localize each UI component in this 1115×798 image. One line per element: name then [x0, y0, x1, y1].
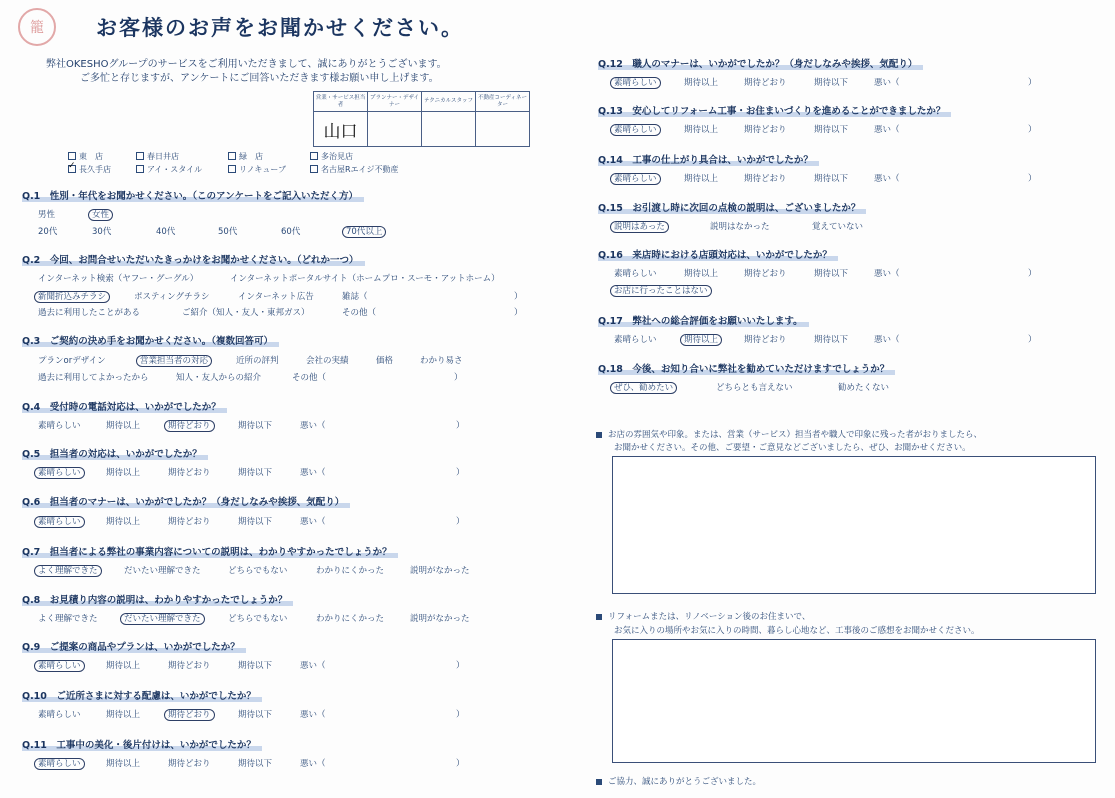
option[interactable]: 期待以上: [106, 468, 141, 478]
staff-col-realestate: 不動産コーディネーター: [476, 92, 530, 112]
option[interactable]: 期待以下: [814, 78, 849, 88]
staff-value-technical[interactable]: [422, 112, 476, 147]
comment-prompt-2b: お気に入りの場所やお気に入りの時間、暮らし心地など、工事後のご感想をお聞かせください。: [614, 626, 980, 636]
option[interactable]: 説明がなかった: [410, 566, 470, 576]
thanks-text: ご協力、誠にありがとうございました。: [596, 775, 761, 787]
option[interactable]: 期待どおり: [168, 759, 211, 769]
option[interactable]: その他（: [342, 308, 377, 318]
option[interactable]: 素晴らしい: [38, 421, 81, 431]
option[interactable]: 説明がなかった: [410, 614, 470, 624]
option-selected[interactable]: 70代以上: [346, 225, 386, 237]
option[interactable]: 期待以下: [238, 759, 273, 769]
option[interactable]: わかりにくかった: [316, 566, 385, 576]
option[interactable]: どちらでもない: [228, 566, 288, 576]
staff-col-technical: テクニカルスタッフ: [422, 92, 476, 112]
question-8: Q.8 お見積り内容の説明は、わかりやすかったでしょうか？: [22, 592, 293, 606]
comment-box-1[interactable]: [612, 456, 1096, 594]
option[interactable]: 期待以上: [684, 125, 719, 135]
question-14: Q.14 工事の仕上がり具合は、いかがでしたか？: [598, 152, 819, 166]
option-selected[interactable]: 素晴らしい: [614, 76, 661, 88]
option[interactable]: どちらでもない: [228, 614, 288, 624]
paren-close: ）: [456, 710, 465, 720]
checkbox[interactable]: [228, 165, 236, 173]
option[interactable]: 期待以上: [106, 710, 141, 720]
question-16: Q.16 来店時における店頭対応は、いかがでしたか？: [598, 247, 838, 261]
option[interactable]: 悪い（: [874, 125, 900, 135]
store-item-higashi[interactable]: 東 店: [68, 151, 103, 162]
intro-line-1: 弊社OKESHOグループのサービスをご利用いただきまして、誠にありがとうございます。: [46, 59, 447, 70]
question-1: Q.1 性別・年代をお聞かせください。（このアンケートをご記入いただく方）: [22, 188, 364, 202]
page-title: お客様のお声をお聞かせください。: [96, 16, 464, 40]
store-item-nagakute[interactable]: ✓長久手店: [68, 164, 111, 175]
paren-close: ）: [514, 308, 523, 318]
option[interactable]: 過去に利用したことがある: [38, 308, 141, 318]
option[interactable]: 説明はなかった: [710, 222, 770, 232]
option[interactable]: 40代: [156, 227, 176, 237]
option[interactable]: 期待以下: [814, 125, 849, 135]
comment-prompt-1: お店の雰囲気や印象。または、営業（サービス）担当者や職人で印象に残った者がおりましたら、: [596, 428, 982, 440]
option[interactable]: 30代: [92, 227, 112, 237]
option[interactable]: 期待以下: [238, 421, 273, 431]
option[interactable]: 期待以下: [238, 661, 273, 671]
question-18: Q.18 今後、お知り合いに弊社を勧めていただけますでしょうか？: [598, 361, 895, 375]
staff-value-sales[interactable]: 山口: [314, 112, 368, 147]
option[interactable]: 期待どおり: [744, 269, 787, 279]
option[interactable]: 期待どおり: [744, 174, 787, 184]
option[interactable]: 期待以下: [814, 335, 849, 345]
paren-close: ）: [514, 292, 523, 302]
option[interactable]: 期待以下: [238, 710, 273, 720]
option[interactable]: 期待どおり: [744, 125, 787, 135]
store-item-renocube[interactable]: リノキューブ: [228, 164, 286, 175]
option-selected[interactable]: 素晴らしい: [38, 466, 85, 478]
staff-value-planner[interactable]: [368, 112, 422, 147]
option[interactable]: わかり易さ: [420, 356, 463, 366]
option[interactable]: 過去に利用してよかったから: [38, 373, 149, 383]
option[interactable]: 期待以上: [106, 759, 141, 769]
option[interactable]: 期待どおり: [744, 78, 787, 88]
option[interactable]: プランorデザイン: [38, 356, 106, 366]
comment-prompt-2: リフォームまたは、リノベーション後のお住まいで、: [596, 610, 810, 622]
option-selected[interactable]: 説明はあった: [614, 220, 669, 232]
checkbox[interactable]: [228, 152, 236, 160]
square-bullet-icon: [596, 779, 602, 785]
option[interactable]: 期待以下: [814, 269, 849, 279]
option-selected[interactable]: ぜひ、勧めたい: [614, 381, 677, 393]
checkbox[interactable]: [310, 152, 318, 160]
option[interactable]: 価格: [376, 356, 394, 366]
paren-close: ）: [1028, 335, 1037, 345]
option[interactable]: 期待以下: [814, 174, 849, 184]
option[interactable]: どちらとも言えない: [716, 383, 793, 393]
option[interactable]: 知人・友人からの紹介: [176, 373, 262, 383]
question-12: Q.12 職人のマナーは、いかがでしたか？（身だしなみや挨拶、気配り）: [598, 56, 923, 70]
option-selected[interactable]: 素晴らしい: [38, 659, 85, 671]
option[interactable]: 悪い（: [874, 269, 900, 279]
store-item-kasugai[interactable]: 春日井店: [136, 151, 179, 162]
paren-close: ）: [1028, 269, 1037, 279]
option-selected[interactable]: 期待どおり: [168, 419, 215, 431]
seal-stamp: 籠: [18, 8, 56, 46]
question-15: Q.15 お引渡し時に次回の点検の説明は、ございましたか？: [598, 200, 866, 214]
option[interactable]: ご紹介（知人・友人・東邦ガス）: [182, 308, 310, 318]
option[interactable]: わかりにくかった: [316, 614, 385, 624]
option[interactable]: 期待どおり: [168, 661, 211, 671]
checkbox[interactable]: [310, 165, 318, 173]
checkbox[interactable]: [136, 152, 144, 160]
option[interactable]: 期待以上: [684, 78, 719, 88]
paren-close: ）: [456, 517, 465, 527]
checkbox[interactable]: [136, 165, 144, 173]
option[interactable]: インターネット検索（ヤフー・グーグル）: [38, 274, 199, 284]
store-item-tajimi[interactable]: 多治見店: [310, 151, 353, 162]
option-selected[interactable]: 素晴らしい: [614, 123, 661, 135]
option-selected[interactable]: 期待以上: [684, 333, 722, 345]
paren-close: ）: [454, 373, 463, 383]
staff-table: [313, 91, 530, 147]
option[interactable]: 50代: [218, 227, 238, 237]
option[interactable]: 60代: [281, 227, 301, 237]
option[interactable]: だいたい理解できた: [124, 566, 201, 576]
paren-close: ）: [1028, 174, 1037, 184]
option[interactable]: 悪い（: [300, 661, 326, 671]
option[interactable]: 勧めたくない: [838, 383, 890, 393]
option[interactable]: 期待以上: [106, 661, 141, 671]
option[interactable]: 20代: [38, 227, 58, 237]
option-selected[interactable]: 女性: [92, 208, 113, 220]
option[interactable]: 素晴らしい: [614, 269, 657, 279]
store-item-istyle[interactable]: アイ・スタイル: [136, 164, 202, 175]
option[interactable]: 近所の評判: [236, 356, 279, 366]
option[interactable]: 期待以上: [106, 421, 141, 431]
intro-line-2: ご多忙と存じますが、アンケートにご回答いただきます様お願い申し上げます。: [80, 73, 439, 84]
comment-prompt-1b: お聞かせください。その他、ご要望・ご意見などございましたら、ぜひ、お聞かせください。: [614, 443, 971, 453]
option-selected[interactable]: 新聞折込みチラシ: [38, 290, 110, 302]
option[interactable]: 素晴らしい: [614, 335, 657, 345]
question-11: Q.11 工事中の美化・後片付けは、いかがでしたか？: [22, 737, 262, 751]
option[interactable]: 悪い（: [300, 759, 326, 769]
question-13: Q.13 安心してリフォーム工事・お住まいづくりを進めることができましたか？: [598, 103, 951, 117]
checkbox[interactable]: [68, 152, 76, 160]
option[interactable]: 悪い（: [874, 335, 900, 345]
option-selected[interactable]: お店に行ったことはない: [614, 284, 712, 296]
paren-close: ）: [456, 468, 465, 478]
square-bullet-icon: [596, 614, 602, 620]
option[interactable]: 素晴らしい: [38, 710, 81, 720]
option[interactable]: 悪い（: [874, 174, 900, 184]
option[interactable]: 期待以下: [238, 468, 273, 478]
comment-box-2[interactable]: [612, 639, 1096, 763]
paren-close: ）: [456, 759, 465, 769]
option-selected[interactable]: よく理解できた: [38, 564, 102, 576]
question-3: Q.3 ご契約の決め手をお聞かせください。（複数回答可）: [22, 333, 279, 347]
question-10: Q.10 ご近所さまに対する配慮は、いかがでしたか？: [22, 688, 262, 702]
paren-close: ）: [1028, 78, 1037, 88]
question-17: Q.17 弊社への総合評価をお願いいたします。: [598, 313, 809, 327]
option[interactable]: 期待どおり: [168, 468, 211, 478]
option[interactable]: 期待どおり: [168, 517, 211, 527]
option[interactable]: 期待以上: [684, 174, 719, 184]
option[interactable]: その他（: [292, 373, 327, 383]
question-9: Q.9 ご提案の商品やプランは、いかがでしたか？: [22, 639, 246, 653]
option-selected[interactable]: 期待どおり: [168, 708, 215, 720]
option-selected[interactable]: 素晴らしい: [614, 172, 661, 184]
option[interactable]: 期待以上: [684, 269, 719, 279]
question-5: Q.5 担当者の対応は、いかがでしたか？: [22, 446, 208, 460]
question-7: Q.7 担当者による弊社の事業内容についての説明は、わかりやすかったでしょうか？: [22, 544, 398, 558]
option[interactable]: 期待以下: [238, 517, 273, 527]
option[interactable]: 悪い（: [300, 468, 326, 478]
option[interactable]: よく理解できた: [38, 614, 98, 624]
question-4: Q.4 受付時の電話対応は、いかがでしたか？: [22, 399, 227, 413]
option-selected[interactable]: だいたい理解できた: [124, 612, 205, 624]
option[interactable]: ポスティングチラシ: [134, 292, 210, 302]
option[interactable]: 悪い（: [300, 710, 326, 720]
option[interactable]: 会社の実績: [306, 356, 349, 366]
staff-col-sales: 営業・サービス担当者: [314, 92, 368, 112]
option-selected[interactable]: 素晴らしい: [38, 515, 85, 527]
store-item-nagoya-rage[interactable]: 名古屋Rエイジ不動産: [310, 164, 399, 175]
option[interactable]: 雑誌（: [342, 292, 368, 302]
option[interactable]: 悪い（: [300, 421, 326, 431]
option[interactable]: 悪い（: [300, 517, 326, 527]
square-bullet-icon: [596, 432, 602, 438]
option-selected[interactable]: 素晴らしい: [38, 757, 85, 769]
paren-close: ）: [456, 661, 465, 671]
question-6: Q.6 担当者のマナーは、いかがでしたか？（身だしなみや挨拶、気配り）: [22, 494, 350, 508]
paren-close: ）: [1028, 125, 1037, 135]
option[interactable]: 悪い（: [874, 78, 900, 88]
question-2: Q.2 今回、お問合せいただいたきっかけをお聞かせください。（どれか一つ）: [22, 252, 365, 266]
option[interactable]: 期待どおり: [744, 335, 787, 345]
option-selected[interactable]: 営業担当者の対応: [140, 354, 212, 366]
option[interactable]: 期待以上: [106, 517, 141, 527]
option[interactable]: 覚えていない: [812, 222, 864, 232]
paren-close: ）: [456, 421, 465, 431]
staff-col-planner: プランナー・デザイナー: [368, 92, 422, 112]
option[interactable]: インターネットポータルサイト（ホームプロ・スーモ・アットホーム）: [230, 274, 500, 284]
option[interactable]: 男性: [38, 210, 56, 220]
store-item-midori[interactable]: 緑 店: [228, 151, 263, 162]
option[interactable]: インターネット広告: [238, 292, 314, 302]
staff-value-realestate[interactable]: [476, 112, 530, 147]
checkbox-checked[interactable]: [68, 165, 76, 173]
